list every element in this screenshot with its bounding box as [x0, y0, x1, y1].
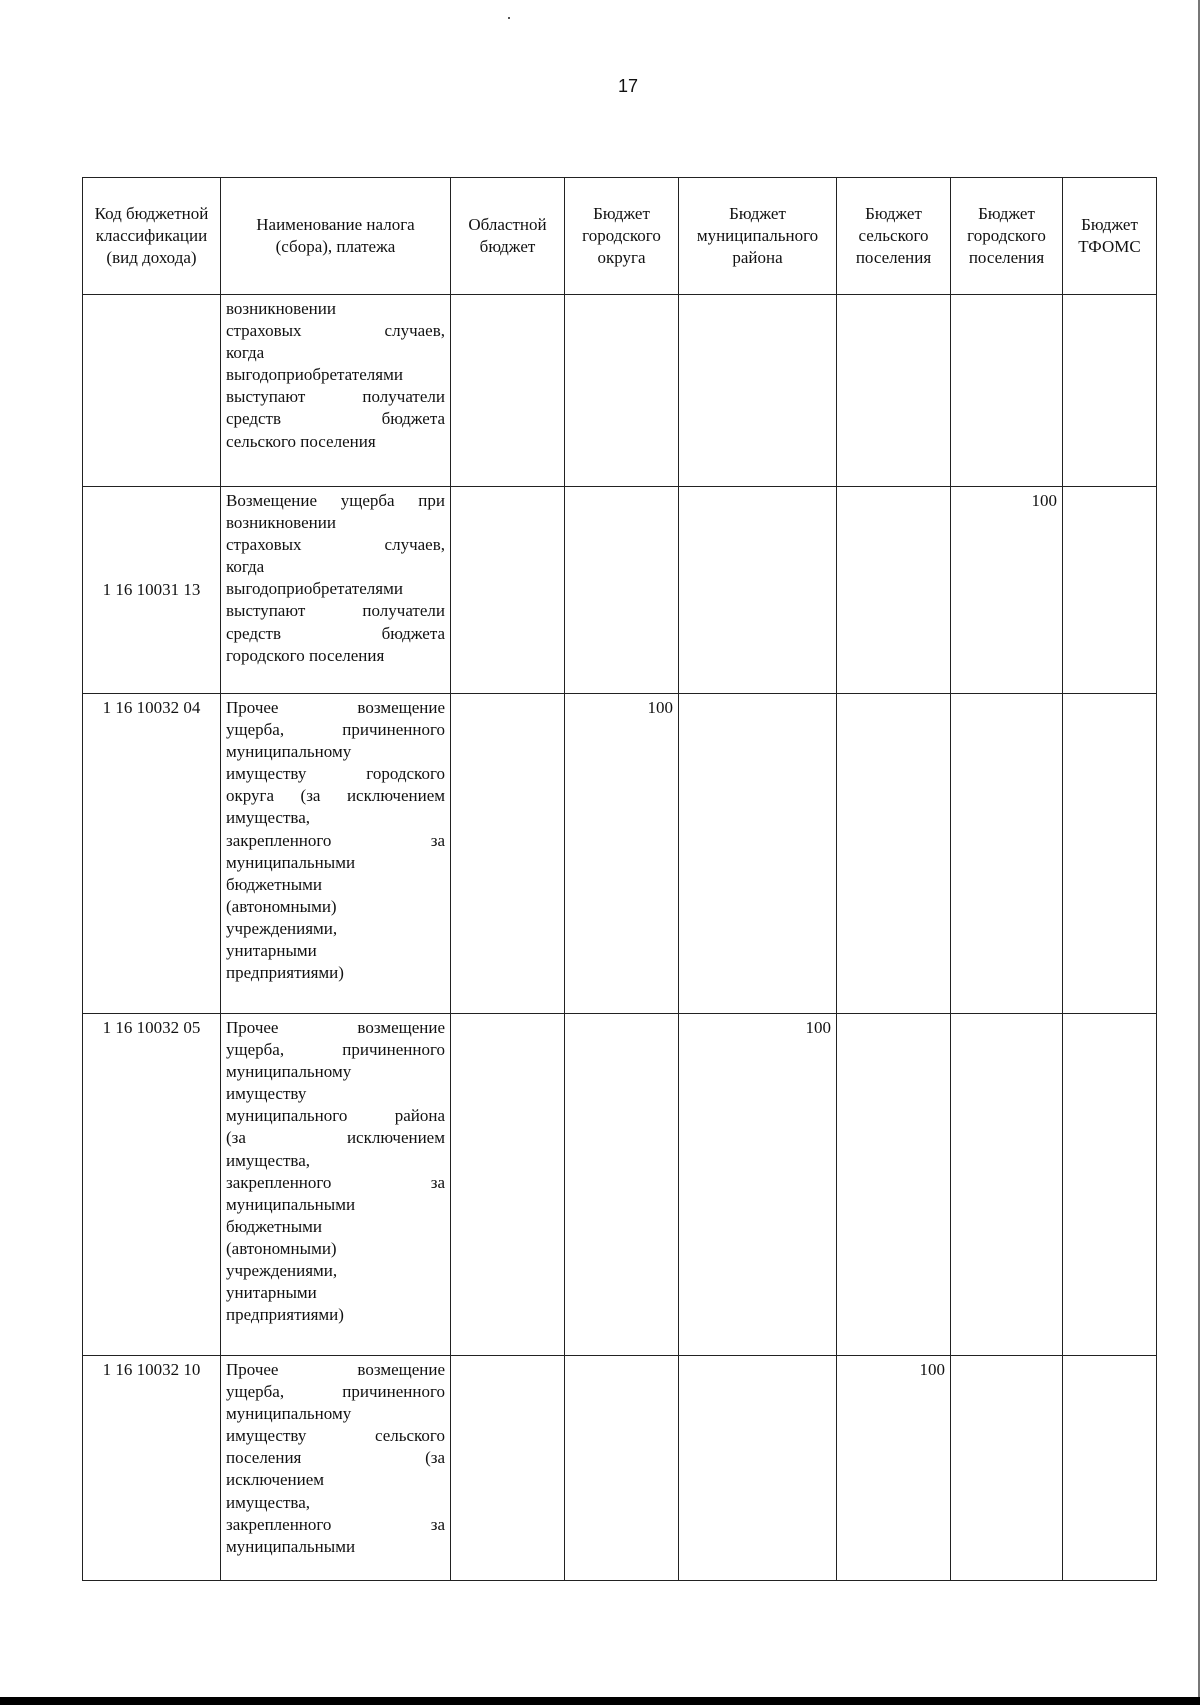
name-line: поселения (за [226, 1448, 445, 1468]
value-urban-settlement: 100 [951, 487, 1063, 694]
value-tfoms [1063, 487, 1157, 694]
name-line: сельского поселения [226, 431, 376, 451]
name-line: учреждениями, [226, 1261, 338, 1281]
row-code: 1 16 10032 10 [83, 1356, 221, 1581]
value-tfoms [1063, 295, 1157, 487]
name-line: (автономными) [226, 896, 337, 916]
name-line: страховых случаев, [226, 535, 445, 555]
name-line: (автономными) [226, 1238, 337, 1258]
row-name [221, 295, 451, 487]
value-municipal-district [679, 487, 837, 694]
name-line: ущерба, причиненного [226, 1382, 445, 1402]
name-line: выступают получатели [226, 387, 445, 407]
name-line: выгодоприобретателями [226, 365, 403, 385]
value-city-district [565, 487, 679, 694]
name-line: закрепленного за [226, 1172, 445, 1192]
value-regional [451, 1014, 565, 1356]
name-line: муниципального района [226, 1106, 445, 1126]
header-municipal-district-budget: Бюджет муниципального района [679, 178, 837, 295]
name-line: имущества, [226, 808, 310, 828]
name-line: муниципальному [226, 1062, 352, 1082]
table-row [83, 1356, 1157, 1581]
header-urban-settlement-budget: Бюджет городского поселения [951, 178, 1063, 295]
value-urban-settlement [951, 295, 1063, 487]
name-line: бюджетными [226, 1216, 323, 1236]
row-code: 1 16 10032 04 [83, 694, 221, 1014]
name-line: муниципальными [226, 1536, 356, 1556]
scan-speck [508, 17, 510, 19]
row-name [221, 694, 451, 1014]
value-regional [451, 487, 565, 694]
table-row [83, 295, 1157, 487]
name-line: имуществу городского [226, 764, 445, 784]
value-city-district: 100 [565, 694, 679, 1014]
name-line: Прочее возмещение [226, 1360, 445, 1379]
name-line: ущерба, причиненного [226, 720, 445, 740]
name-line: муниципальными [226, 1194, 356, 1214]
name-line: когда [226, 343, 265, 363]
value-urban-settlement [951, 1356, 1063, 1581]
value-regional [451, 694, 565, 1014]
name-line: закрепленного за [226, 830, 445, 850]
header-regional-budget: Областной бюджет [451, 178, 565, 295]
name-line: имуществу сельского [226, 1426, 445, 1446]
value-tfoms [1063, 1014, 1157, 1356]
header-kbk-code: Код бюджетной классификации (вид дохода) [83, 178, 221, 295]
name-line: округа (за исключением [226, 786, 445, 806]
value-city-district [565, 295, 679, 487]
row-code: 1 16 10031 13 [83, 487, 221, 694]
table-row [83, 1014, 1157, 1356]
value-urban-settlement [951, 694, 1063, 1014]
name-line: имущества, [226, 1150, 310, 1170]
value-regional [451, 1356, 565, 1581]
row-name [221, 1356, 451, 1581]
budget-distribution-table [82, 177, 1157, 1581]
header-tfoms-budget: Бюджет ТФОМС [1063, 178, 1157, 295]
value-urban-settlement [951, 1014, 1063, 1356]
name-line: средств бюджета [226, 409, 445, 429]
row-name [221, 1014, 451, 1356]
name-line: предприятиями) [226, 1305, 344, 1325]
header-rural-settlement-budget: Бюджет сельского поселения [837, 178, 951, 295]
value-rural-settlement [837, 487, 951, 694]
name-line: муниципальными [226, 852, 356, 872]
value-rural-settlement [837, 1014, 951, 1356]
name-line: предприятиями) [226, 963, 344, 983]
value-tfoms [1063, 1356, 1157, 1581]
value-municipal-district [679, 694, 837, 1014]
name-line: городского поселения [226, 645, 385, 665]
value-rural-settlement: 100 [837, 1356, 951, 1581]
value-municipal-district [679, 1356, 837, 1581]
name-line: унитарными [226, 1283, 317, 1303]
row-code: 1 16 10032 05 [83, 1014, 221, 1356]
value-tfoms [1063, 694, 1157, 1014]
value-regional [451, 295, 565, 487]
name-line: возникновении [226, 299, 336, 318]
name-line: выступают получатели [226, 601, 445, 621]
name-line: страховых случаев, [226, 321, 445, 341]
value-rural-settlement [837, 694, 951, 1014]
name-line: когда [226, 557, 265, 577]
name-line: бюджетными [226, 874, 323, 894]
value-city-district [565, 1014, 679, 1356]
name-line: возникновении [226, 513, 336, 533]
name-line: имуществу [226, 1084, 307, 1104]
name-line: Прочее возмещение [226, 1018, 445, 1037]
table-header-row [83, 178, 1157, 295]
name-line: (за исключением [226, 1128, 445, 1148]
name-line: исключением [226, 1470, 325, 1490]
name-line: унитарными [226, 941, 317, 961]
name-line: закрепленного за [226, 1514, 445, 1534]
name-line: муниципальному [226, 742, 352, 762]
page-number: 17 [617, 76, 639, 96]
table-row [83, 694, 1157, 1014]
name-line: учреждениями, [226, 918, 338, 938]
row-code [83, 295, 221, 487]
scan-bottom-edge [0, 1697, 1200, 1705]
name-line: муниципальному [226, 1404, 352, 1424]
header-payment-name: Наименование налога (сбора), платежа [221, 178, 451, 295]
table-row [83, 487, 1157, 694]
name-line: выгодоприобретателями [226, 579, 403, 599]
name-line: средств бюджета [226, 623, 445, 643]
row-name [221, 487, 451, 694]
name-line: ущерба, причиненного [226, 1040, 445, 1060]
value-city-district [565, 1356, 679, 1581]
value-municipal-district [679, 295, 837, 487]
name-line: имущества, [226, 1492, 310, 1512]
name-line: Возмещение ущерба при [226, 491, 445, 510]
value-municipal-district: 100 [679, 1014, 837, 1356]
name-line: Прочее возмещение [226, 698, 445, 717]
header-city-district-budget: Бюджет городского округа [565, 178, 679, 295]
value-rural-settlement [837, 295, 951, 487]
